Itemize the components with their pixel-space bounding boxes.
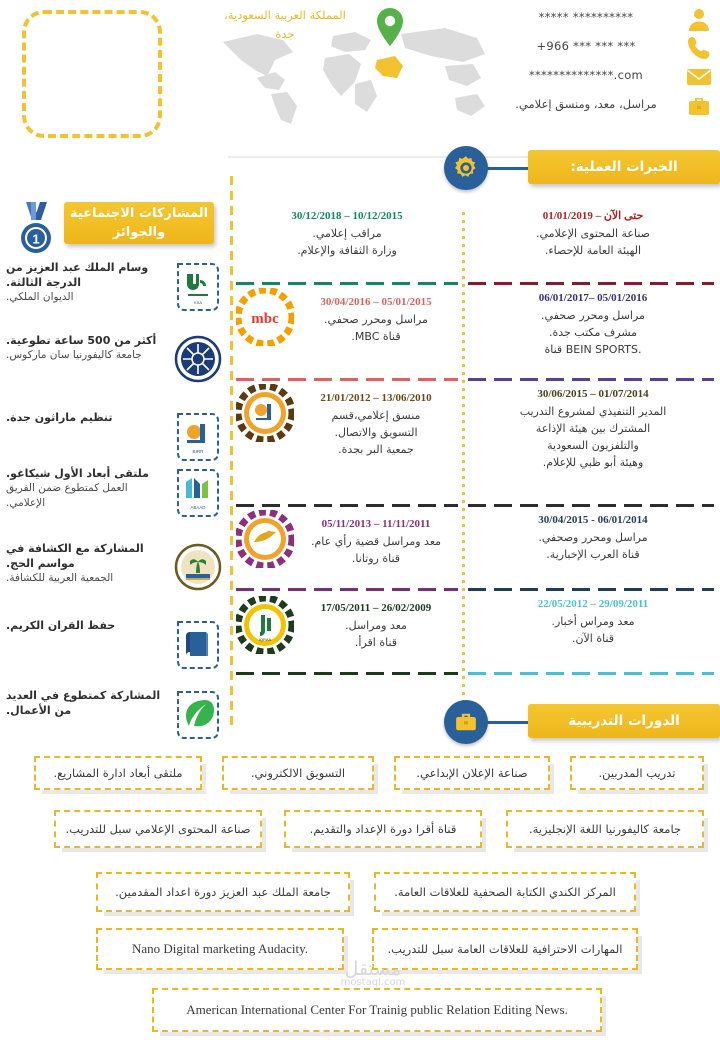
experience-section-title: الخبرات العملية:	[528, 150, 720, 184]
contact-item-phone	[492, 35, 712, 61]
course-box[interactable]: جامعة كاليفورنيا اللغة الإنجليزية.	[506, 810, 704, 848]
experience-entry	[472, 512, 714, 563]
svg-text:BIRR: BIRR	[192, 449, 204, 454]
header	[0, 0, 720, 150]
iqraa-logo-icon	[236, 596, 294, 654]
briefcase-icon	[444, 700, 488, 744]
svg-text:mbc: mbc	[251, 311, 279, 327]
location-line-2: جدة	[275, 27, 295, 41]
experience-entry	[298, 516, 454, 567]
courses-section-title: الدورات التدريبية	[528, 704, 720, 738]
course-box[interactable]: صناعة المحتوى الإعلامي سبل للتدريب.	[54, 810, 262, 848]
albir-society-logo-icon	[170, 408, 226, 464]
contact-list	[492, 6, 712, 122]
experience-line: قناة BEIN SPORTS.	[544, 343, 642, 356]
award-title: حفظ القران الكريم.	[6, 619, 116, 632]
award-text	[2, 464, 170, 511]
royal-court-logo-icon	[170, 258, 226, 314]
experience-line: قناة الآن.	[571, 632, 615, 645]
award-text	[2, 686, 170, 718]
course-box[interactable]: Nano Digital marketing Audacity.	[96, 928, 344, 970]
experience-line: جمعية البر بجدة.	[338, 443, 414, 456]
experience-divider	[468, 282, 714, 285]
award-text	[2, 258, 170, 305]
mbc-logo-icon	[236, 288, 294, 346]
map-pin-icon	[377, 8, 403, 46]
experience-line: قناة العرب الإخبارية.	[546, 548, 640, 561]
abaad-forum-logo-icon	[170, 464, 226, 520]
experience-entry	[298, 294, 454, 345]
award-subtitle: الديوان الملكي.	[6, 291, 74, 303]
award-text	[2, 408, 170, 425]
experience-entry	[472, 290, 714, 358]
contact-name-value: ***** **********	[538, 10, 634, 24]
experience-line: مشرف مكتب جدة.	[548, 326, 638, 339]
experience-date: 06/01/2017– 05/01/2016	[538, 292, 648, 304]
award-item	[2, 408, 226, 464]
experience-date: 21/01/2012 – 13/06/2010	[320, 392, 432, 404]
award-title: المشاركة كمتطوع في العديد من الأعمال.	[6, 689, 161, 717]
world-map-icon	[205, 20, 505, 132]
watermark-latin: mostaql.com	[340, 977, 406, 988]
course-box[interactable]: المهارات الاحترافية للعلاقات العامة سبل للتدريب.	[372, 928, 638, 970]
experience-date: 22/05/2012 – 29/09/2011	[537, 598, 649, 610]
experience-line: وهيئة أبو ظبي للإعلام.	[542, 456, 644, 469]
experience-entry	[472, 208, 714, 259]
experience-section-header	[444, 146, 720, 180]
experience-divider	[236, 282, 458, 285]
experience-entry	[240, 208, 454, 259]
course-box[interactable]: تدريب المدربين.	[570, 756, 704, 790]
experience-line: مراسل ومحرر وصحفي.	[538, 531, 648, 544]
award-title: أكثر من 500 ساعة تطوعية.	[6, 334, 157, 347]
course-box[interactable]: ملتقى أبعاد ادارة المشاريع.	[34, 756, 202, 790]
award-item	[2, 258, 226, 314]
arab-scouts-logo-icon	[170, 539, 226, 595]
rotana-logo-icon	[236, 510, 294, 568]
phone-icon	[686, 35, 712, 61]
experience-line: وزارة الثقافة والإعلام.	[297, 244, 397, 257]
experience-entry	[472, 386, 714, 471]
svg-text:KSA: KSA	[193, 300, 203, 305]
experience-line: التسويق والاتصال.	[334, 426, 418, 439]
location-line-1: المملكة العربية السعودية،	[224, 8, 346, 22]
experience-entry	[298, 600, 454, 651]
award-item	[2, 616, 226, 672]
award-subtitle: الجمعية العربية للكشافة.	[6, 572, 114, 584]
svg-text:1: 1	[32, 231, 40, 247]
award-subtitle: جامعة كاليفورنيا سان ماركوس.	[6, 349, 142, 361]
experience-divider	[468, 504, 714, 507]
svg-text:IQRAA: IQRAA	[258, 637, 272, 642]
svg-text:ABAAD: ABAAD	[190, 505, 206, 510]
experience-date: 01/01/2019 – حتى الآن	[542, 210, 644, 222]
award-title: وسام الملك عبد العزيز من الدرجة الثالثة.	[6, 261, 149, 289]
quran-book-logo-icon	[170, 616, 226, 672]
experience-line: معد ومراسل.	[345, 619, 407, 632]
course-box[interactable]: المركز الكندي الكتابة الصحفية للعلاقات العامة.	[374, 872, 636, 912]
award-item	[2, 686, 226, 742]
experience-entry	[298, 390, 454, 458]
medal-icon	[14, 200, 58, 256]
csu-san-marcos-logo-icon	[170, 331, 226, 387]
timeline-left-rail	[230, 176, 233, 728]
experience-date: 30/04/2016 – 05/01/2015	[320, 296, 432, 308]
experience-line: قناة MBC.	[351, 330, 401, 343]
gear-icon	[444, 146, 488, 190]
course-box[interactable]: قناة أقرا دورة الإعداد والتقديم.	[284, 810, 482, 848]
award-text	[2, 331, 170, 363]
experience-line: المدير التنفيذي لمشروع التدريب	[519, 405, 667, 418]
contact-phone-value: +966 *** *** ***	[536, 39, 636, 53]
contact-item-email	[492, 64, 712, 90]
award-text	[2, 539, 170, 586]
contact-email-value: **************.com	[528, 68, 644, 82]
experience-line: مراقب إعلامي.	[312, 227, 382, 240]
course-box[interactable]: جامعة الملك عبد العزيز دورة اعداد المقدمين.	[96, 872, 350, 912]
award-title: ملتقى أبعاد الأول شيكاغو.	[6, 467, 149, 480]
experience-line: صناعة المحتوى الإعلامي.	[536, 227, 650, 240]
experience-date: 30/04/2015 - 06/01/2014	[538, 514, 648, 526]
experience-date: 17/05/2011 – 26/02/2009	[320, 602, 432, 614]
award-title: المشاركة مع الكشافة في مواسم الحج.	[6, 542, 144, 570]
experience-line: معد ومراسل قضية رأي عام.	[310, 535, 442, 548]
course-box[interactable]: التسويق الالكتروني.	[222, 756, 374, 790]
award-title: تنظيم ماراثون جدة.	[6, 411, 113, 424]
experience-date: 30/12/2018 – 10/12/2015	[291, 210, 403, 222]
experience-date: 30/06/2015 – 01/07/2014	[537, 388, 649, 400]
award-item	[2, 539, 226, 595]
experience-line: المشترك بين هيئة الإذاعة	[535, 422, 651, 435]
envelope-icon	[686, 64, 712, 90]
person-icon	[686, 6, 712, 32]
albir-logo-icon	[236, 384, 294, 442]
experience-divider	[468, 588, 714, 591]
course-box[interactable]: American International Center For Trainig public Relation Editing News.	[152, 988, 602, 1032]
experience-divider	[236, 504, 458, 507]
watermark-arabic: مستقل	[344, 958, 402, 980]
experience-divider	[236, 588, 458, 591]
experience-line: والتلفزيون السعودية	[547, 439, 639, 452]
award-text	[2, 616, 170, 633]
experience-divider	[236, 378, 458, 381]
contact-role-value: مراسل، معد، ومنسق إعلامي.	[515, 97, 657, 111]
briefcase-icon	[686, 93, 712, 119]
award-subtitle: العمل كمتطوع ضمن الفريق الإعلامي.	[6, 482, 128, 509]
experience-line: مراسل ومحرر صحفي.	[541, 309, 645, 322]
timeline-center-rail	[462, 212, 465, 732]
experience-divider	[468, 378, 714, 381]
courses-section-header	[444, 700, 720, 734]
experience-line: مراسل ومحرر صحفي.	[324, 313, 428, 326]
experience-line: قناة اقرأ.	[354, 636, 398, 649]
experience-line: منسق إعلامي،قسم	[331, 409, 421, 422]
awards-section-title: المشاركات الاجتماعية والجوائز	[64, 202, 214, 244]
award-item	[2, 331, 226, 387]
experience-line: الهيئة العامة للإحصاء.	[544, 244, 642, 257]
contact-item-name	[492, 6, 712, 32]
experience-divider	[468, 672, 714, 675]
photo-placeholder-frame	[22, 10, 162, 138]
experience-divider	[236, 672, 458, 675]
experience-line: معد ومراس أخبار.	[551, 615, 635, 628]
award-item	[2, 464, 226, 520]
leaf-volunteer-logo-icon	[170, 686, 226, 742]
contact-item-role	[492, 93, 712, 119]
location-map	[205, 6, 505, 136]
experience-entry	[472, 596, 714, 647]
experience-line: قناة روتانا.	[351, 552, 401, 565]
course-box[interactable]: صناعة الإعلان الإبداعي.	[394, 756, 550, 790]
experience-date: 05/11/2013 – 11/11/2011	[321, 518, 431, 530]
